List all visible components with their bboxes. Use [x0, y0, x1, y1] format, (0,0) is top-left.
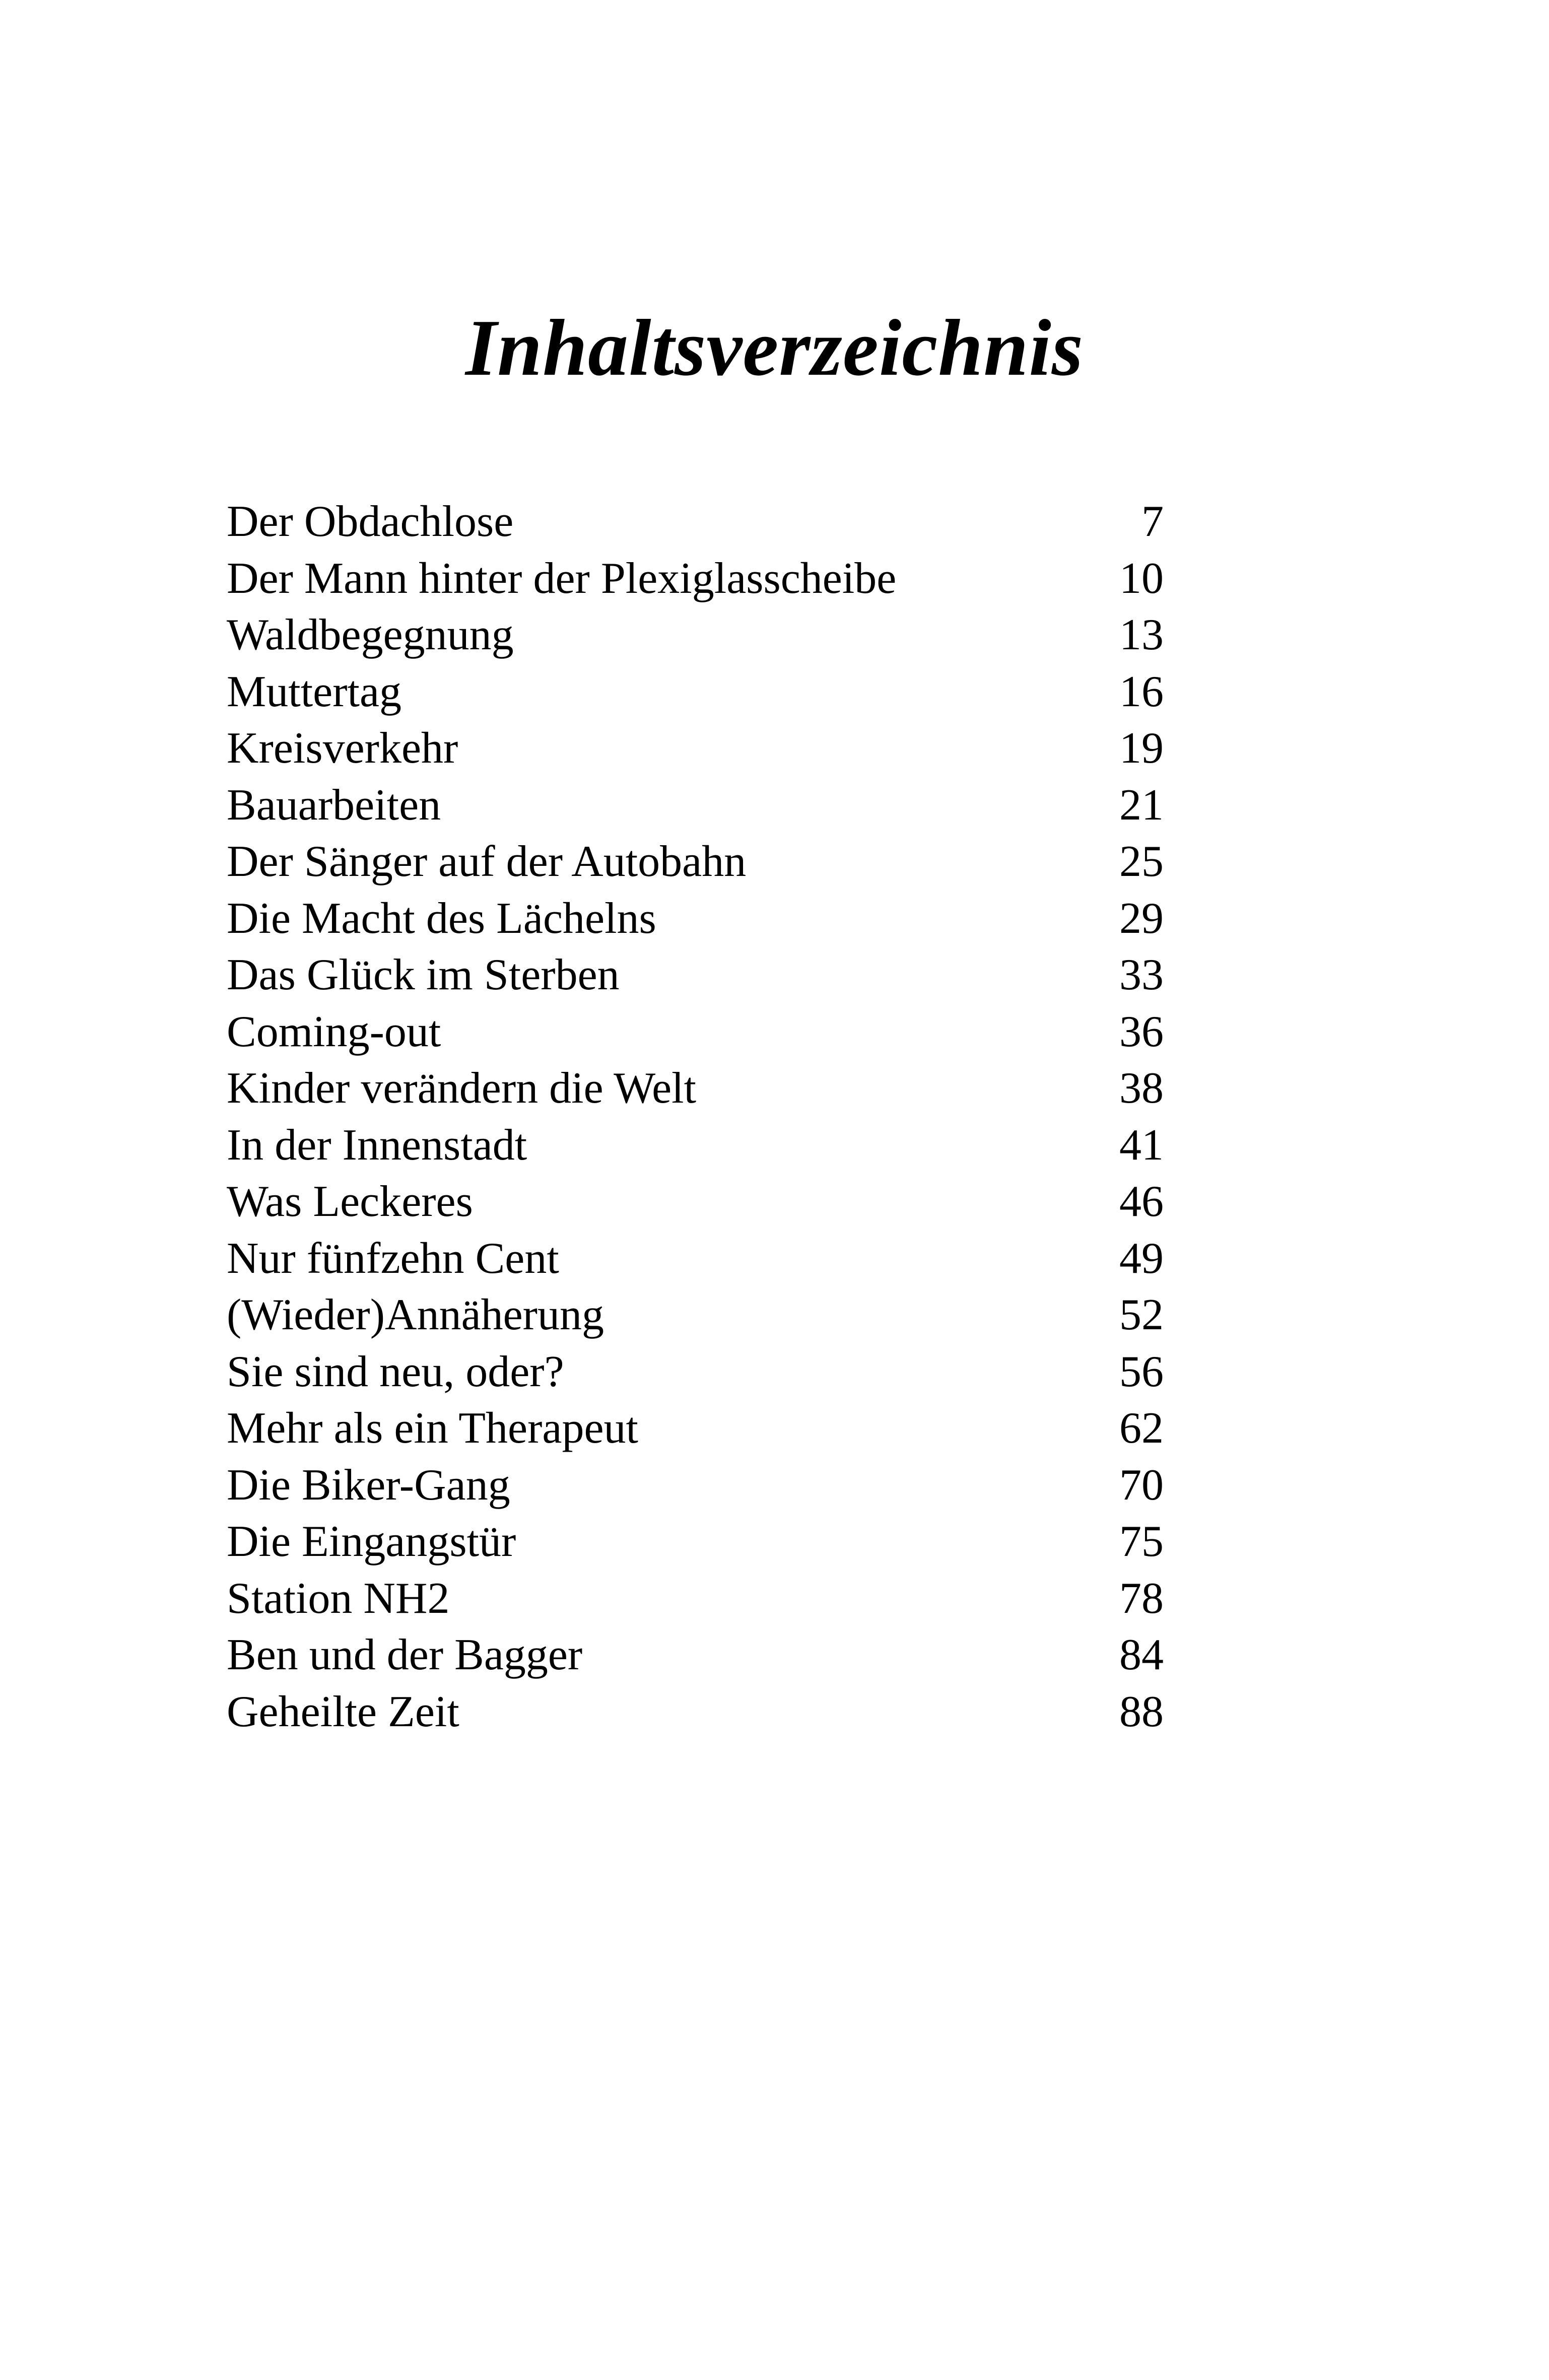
toc-entry-title: Der Sänger auf der Autobahn [227, 837, 747, 886]
toc-entry-page-number: 52 [1119, 1290, 1164, 1339]
toc-entry-page-number: 36 [1119, 1007, 1164, 1056]
toc-entry [227, 1060, 1164, 1117]
toc-entry-title: Station NH2 [227, 1574, 450, 1623]
toc-entry-title: Was Leckeres [227, 1177, 473, 1226]
toc-entry [227, 720, 1164, 777]
toc-entry-title: Das Glück im Sterben [227, 950, 620, 999]
toc-entry-page-number: 29 [1119, 894, 1164, 943]
toc-entry-page-number: 10 [1119, 554, 1164, 603]
toc-entry-page-number: 78 [1119, 1574, 1164, 1623]
toc-entry-title: Die Biker-Gang [227, 1460, 510, 1510]
toc-entry-page-number: 70 [1119, 1460, 1164, 1510]
table-of-contents [227, 494, 1164, 1740]
toc-entry-page-number: 16 [1119, 667, 1164, 716]
toc-entry-page-number: 62 [1119, 1404, 1164, 1453]
toc-entry [227, 1344, 1164, 1401]
toc-entry-page-number: 13 [1119, 610, 1164, 659]
toc-entry-page-number: 41 [1119, 1120, 1164, 1170]
toc-entry-page-number: 56 [1119, 1347, 1164, 1396]
toc-entry-title: Nur fünfzehn Cent [227, 1234, 559, 1283]
toc-entry [227, 664, 1164, 721]
toc-entry [227, 1174, 1164, 1231]
toc-entry-title: (Wieder)Annäherung [227, 1290, 604, 1339]
toc-entry-title: Kinder verändern die Welt [227, 1064, 697, 1113]
toc-entry-title: Mehr als ein Therapeut [227, 1404, 638, 1453]
toc-entry-page-number: 46 [1119, 1177, 1164, 1226]
toc-entry-title: Ben und der Bagger [227, 1630, 583, 1679]
toc-entry [227, 777, 1164, 834]
toc-entry-title: Sie sind neu, oder? [227, 1347, 564, 1396]
toc-entry-page-number: 33 [1119, 950, 1164, 999]
toc-entry [227, 494, 1164, 551]
toc-entry-title: Kreisverkehr [227, 724, 458, 773]
toc-entry-title: Geheilte Zeit [227, 1687, 459, 1736]
toc-entry [227, 1004, 1164, 1061]
toc-entry [227, 1400, 1164, 1457]
toc-entry [227, 1117, 1164, 1174]
toc-entry-title: In der Innenstadt [227, 1120, 527, 1170]
toc-entry-page-number: 21 [1119, 780, 1164, 830]
toc-entry-page-number: 88 [1119, 1687, 1164, 1736]
toc-entry [227, 551, 1164, 607]
toc-entry [227, 607, 1164, 664]
toc-entry-page-number: 19 [1119, 724, 1164, 773]
toc-entry-page-number: 25 [1119, 837, 1164, 886]
toc-entry-title: Waldbegegnung [227, 610, 514, 659]
toc-entry [227, 891, 1164, 947]
toc-entry [227, 834, 1164, 891]
toc-entry-title: Der Obdachlose [227, 497, 514, 546]
toc-entry-title: Die Macht des Lächelns [227, 894, 656, 943]
toc-entry-page-number: 49 [1119, 1234, 1164, 1283]
toc-entry-title: Der Mann hinter der Plexiglasscheibe [227, 554, 897, 603]
toc-entry-page-number: 38 [1119, 1064, 1164, 1113]
toc-entry-page-number: 75 [1119, 1517, 1164, 1566]
toc-entry [227, 1231, 1164, 1287]
toc-entry-title: Die Eingangstür [227, 1517, 516, 1566]
toc-entry [227, 1457, 1164, 1514]
toc-entry [227, 947, 1164, 1004]
toc-entry-page-number: 84 [1119, 1630, 1164, 1679]
toc-entry [227, 1514, 1164, 1571]
page-title: Inhaltsverzeichnis [465, 303, 1084, 392]
toc-entry [227, 1627, 1164, 1684]
toc-entry-title: Muttertag [227, 667, 402, 716]
toc-entry-page-number: 7 [1141, 497, 1164, 546]
toc-entry [227, 1571, 1164, 1627]
toc-entry-title: Bauarbeiten [227, 780, 441, 830]
toc-entry [227, 1684, 1164, 1741]
toc-entry-title: Coming-out [227, 1007, 441, 1056]
toc-entry [227, 1287, 1164, 1344]
